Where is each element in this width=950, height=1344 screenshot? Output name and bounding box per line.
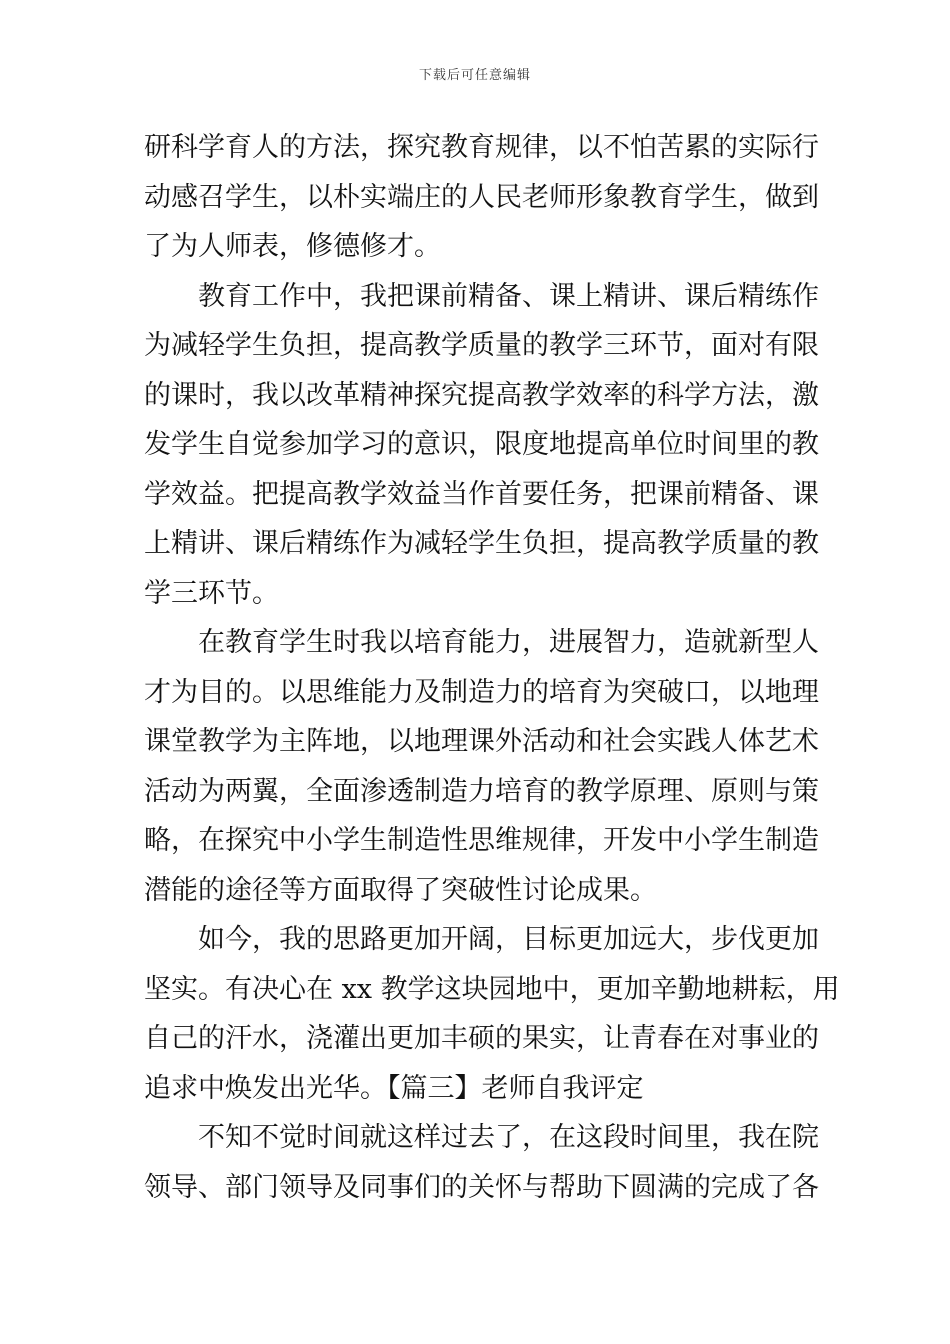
text-line: 在教育学生时我以培育能力，进展智力，造就新型人 [198, 627, 819, 658]
text-line: 教育工作中，我把课前精备、课上精讲、课后精练作 [198, 280, 819, 312]
text-line: 活动为两翼，全面渗透制造力培育的教学原理、原则与策 [144, 775, 819, 807]
text-line: 课堂教学为主阵地，以地理课外活动和社会实践人体艺术 [144, 726, 819, 757]
text-line: 才为目的。以思维能力及制造力的培育为突破口，以地理 [144, 676, 819, 708]
text-line: 学三环节。 [144, 577, 279, 609]
text-line: 发学生自觉参加学习的意识，限度地提高单位时间里的教 [144, 429, 819, 460]
text-line: 的课时，我以改革精神探究提高教学效率的科学方法，激 [144, 379, 819, 411]
text-line: 研科学育人的方法，探究教育规律，以不怕苦累的实际行 [144, 132, 819, 163]
text-line: 了为人师表，修德修才。 [144, 231, 441, 262]
text-line: 坚实。有决心在 xx 教学这块园地中，更加辛勤地耕耘，用 [144, 973, 840, 1005]
text-line: 追求中焕发出光华。【篇三】老师自我评定 [144, 1072, 644, 1104]
document-body [144, 128, 840, 1217]
text-line: 动感召学生，以朴实端庄的人民老师形象教育学生，做到 [144, 181, 819, 213]
text-line: 如今，我的思路更加开阔，目标更加远大，步伐更加 [198, 924, 819, 955]
text-line: 领导、部门领导及同事们的关怀与帮助下圆满的完成了各 [144, 1171, 819, 1203]
text-line: 上精讲、课后精练作为减轻学生负担，提高教学质量的教 [144, 528, 819, 559]
text-line: 不知不觉时间就这样过去了，在这段时间里，我在院 [198, 1122, 819, 1153]
text-line: 潜能的途径等方面取得了突破性讨论成果。 [144, 874, 657, 906]
page-header: 下载后可任意编辑 [418, 68, 531, 83]
text-line: 略，在探究中小学生制造性思维规律，开发中小学生制造 [144, 825, 819, 856]
text-line: 为减轻学生负担，提高教学质量的教学三环节，面对有限 [144, 330, 819, 361]
text-line: 学效益。把提高教学效益当作首要任务，把课前精备、课 [144, 478, 819, 510]
text-line: 自己的汗水，浇灌出更加丰硕的果实，让青春在对事业的 [144, 1023, 819, 1054]
